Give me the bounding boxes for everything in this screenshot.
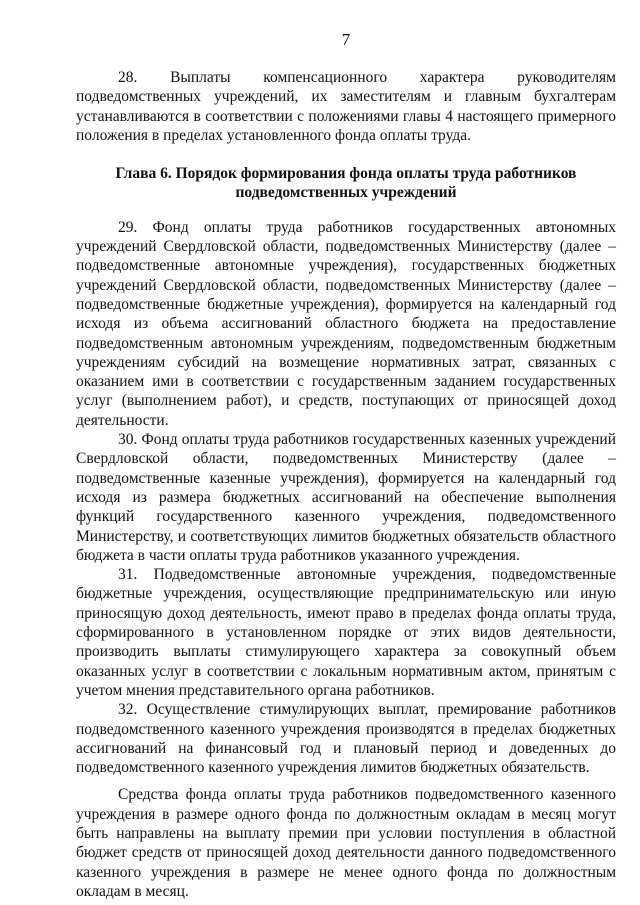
page-number: 7 [341, 30, 351, 49]
paragraph-31: 31. Подведомственные автономные учреждения, подведомственные бюджетные учреждения, осуществляющие предпринимательскую или иную приносящую доход деятельность, имеют право в пределах фонда оплаты труда, сформированного в установленном порядке от этих видов деятельности, производить выплаты стимулирующего характера за совокупный объем оказанных услуг в соответствии с локальным нормативным актом, принятым с учетом мнения представительного органа работников. [76, 566, 616, 699]
paragraph-28: 28. Выплаты компенсационного характера руководителям подведомственных учреждений, их заместителям и главным бухгалтерам устанавливаются в соответствии с положениями главы 4 настоящего примерного положения в пределах установленного фонда оплаты труда. [76, 69, 616, 144]
chapter-title: Глава 6. Порядок формирования фонда оплаты труда работников подведомственных учреждений [115, 165, 577, 202]
paragraph-32: 32. Осуществление стимулирующих выплат, премирование работников подведомственного казенного учреждения производятся в пределах бюджетных ассигнований на финансовый год и плановый период и доведенных до подведомственного казенного учреждения лимитов бюджетных обязательств. [76, 701, 616, 777]
paragraph-gap [76, 777, 616, 785]
paragraph-30: 30. Фонд оплаты труда работников государственных казенных учреждений Свердловской области, подведомственных Министерству (далее – подведомственные казенные учреждения), формируется на календарный год исходя из размера бюджетных ассигнований на обеспечение выполнения функций государственного казенного учреждения, подведомственного Министерству, и соответствующих лимитов бюджетных обязательств областного бюджета в части оплаты труда работников указанного учреждения. [76, 431, 616, 564]
document-page [76, 30, 616, 901]
paragraph-29: 29. Фонд оплаты труда работников государственных автономных учреждений Свердловской области, подведомственных Министерству (далее – подведомственные автономные учреждения), государственных бюджетных учреждений Свердловской области, подведомственных Министерству (далее – подведомственные бюджетные учреждения), формируется на календарный год исходя из объема ассигнований областного бюджета на предоставление подведомственным автономным учреждениям, подведомственным бюджетным учреждениям субсидий на возмещение нормативных затрат, связанных с оказанием ими в соответствии с государственным заданием государственных услуг (выполнением работ), и средств, поступающих от приносящей доход деятельности. [76, 218, 616, 429]
paragraph-final: Средства фонда оплаты труда работников подведомственного казенного учреждения в размере одного фонда по должностным окладам в месяц могут быть направлены на выплату премии при условии поступления в областной бюджет средств от приносящей доход деятельности данного подведомственного казенного учреждения в размере не менее одного фонда по должностным окладам в месяц. [76, 786, 616, 900]
